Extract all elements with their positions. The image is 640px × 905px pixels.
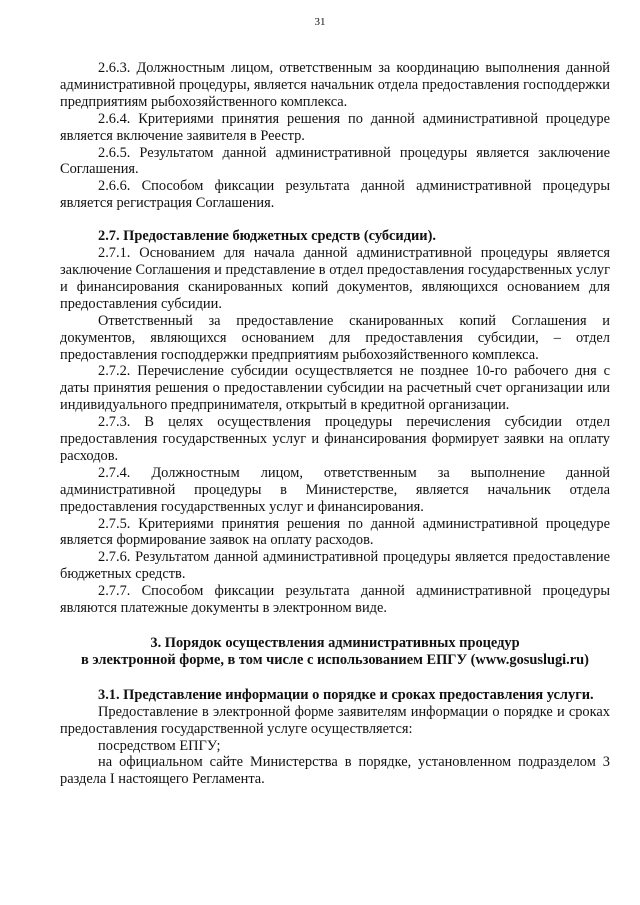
paragraph-2-7-7: 2.7.7. Способом фиксации результата данной административной процедуры являются платежные документы в электронном виде.	[60, 583, 610, 617]
paragraph-3-1-epgu: посредством ЕПГУ;	[98, 737, 221, 754]
paragraph-2-6-6: 2.6.6. Способом фиксации результата данной административной процедуры является регистрация Соглашения.	[60, 178, 610, 212]
spacer	[60, 617, 610, 635]
spacer	[60, 669, 610, 687]
document-body	[60, 60, 610, 788]
spacer	[60, 212, 610, 228]
paragraph-2-7-2: 2.7.2. Перечисление субсидии осуществляется не позднее 10-го рабочего дня с даты принятия решения о предоставлении субсидии на расчетный счет организации или индивидуального предпринимателя, открытый в кредитной организации.	[60, 363, 610, 414]
paragraph-2-7-3: 2.7.3. В целях осуществления процедуры перечисления субсидии отдел предоставления государственных услуг и финансирования формирует заявки на оплату расходов.	[60, 414, 610, 464]
section-3-heading-line1: 3. Порядок осуществления административных процедур	[150, 635, 520, 651]
section-3-1-heading: 3.1. Представление информации о порядке и сроках предоставления услуги.	[98, 686, 594, 703]
paragraph-2-7-4: 2.7.4. Должностным лицом, ответственным за выполнение данной административной процедуры в Министерстве, является начальник отдела предоставления государственных услуг и финансирования.	[60, 464, 610, 515]
paragraph-responsible: Ответственный за предоставление сканированных копий Соглашения и документов, являющихся основанием для предоставления субсидии, – отдел предоставления господдержки предприятиям рыбохозяйственного комплекса.	[60, 312, 610, 363]
paragraph-2-7-5: 2.7.5. Критериями принятия решения по данной административной процедуре является формирование заявок на оплату расходов.	[60, 515, 610, 549]
paragraph-2-7-6: 2.7.6. Результатом данной административной процедуры является предоставление бюджетных средств.	[60, 549, 610, 583]
paragraph-2-6-3: 2.6.3. Должностным лицом, ответственным за координацию выполнения данной административной процедуры, является начальник отдела предоставления господдержки предприятиям рыбохозяйственного комплекса.	[60, 60, 610, 110]
page-number: 31	[314, 16, 326, 28]
paragraph-3-1-site: на официальном сайте Министерства в порядке, установленном подразделом 3 раздела I настоящего Регламента.	[60, 754, 610, 788]
paragraph-3-1-intro: Предоставление в электронной форме заявителям информации о порядке и сроках предоставления государственной услуге осуществляется:	[60, 703, 610, 737]
section-2-7-heading: 2.7. Предоставление бюджетных средств (субсидии).	[98, 228, 436, 245]
paragraph-2-6-5: 2.6.5. Результатом данной административной процедуры является заключение Соглашения.	[60, 144, 610, 178]
section-3-heading-line2: в электронной форме, в том числе с использованием ЕПГУ (www.gosuslugi.ru)	[81, 651, 589, 668]
paragraph-2-7-1: 2.7.1. Основанием для начала данной административной процедуры является заключение Соглашения и представление в отдел предоставления государственных услуг и финансирования сканированных копий документов, являющихся основанием для предоставления субсидии.	[60, 245, 610, 312]
paragraph-2-6-4: 2.6.4. Критериями принятия решения по данной административной процедуре является включение заявителя в Реестр.	[60, 110, 610, 144]
